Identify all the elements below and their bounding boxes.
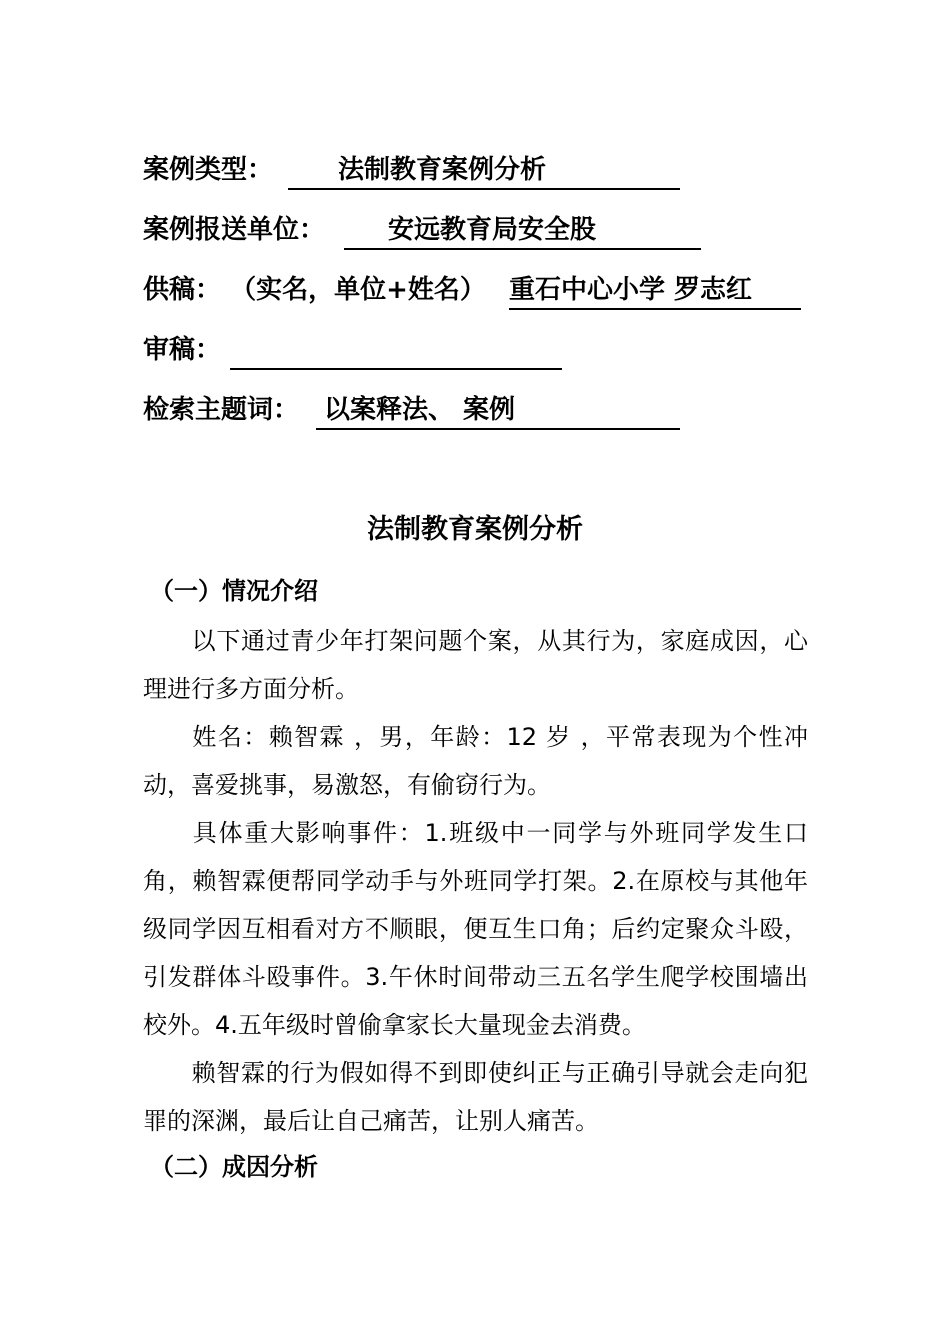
reviewer-underline <box>230 330 562 370</box>
author-underline <box>509 270 801 310</box>
case-type-value: 法制教育案例分析 <box>338 155 547 185</box>
unit-line <box>143 210 597 250</box>
document-title: 法制教育案例分析 <box>367 514 583 545</box>
paragraph-text: 赖智霖的行为假如得不到即使纠正与正确引导就会走向犯罪的深渊，最后让自己痛苦，让别人痛苦。 <box>143 1059 808 1135</box>
paragraph-profile <box>143 713 808 809</box>
keywords-underline <box>316 390 680 430</box>
paragraph-text: 姓名：赖智霖 ，男，年龄：12 岁 ，平常表现为个性冲动，喜爱挑事，易激怒，有偷窃行为。 <box>143 723 808 799</box>
paragraph-events <box>143 809 808 1049</box>
paragraph-text: 以下通过青少年打架问题个案，从其行为，家庭成因，心理进行多方面分析。 <box>143 627 808 703</box>
paragraph-text: 具体重大影响事件：1.班级中一同学与外班同学发生口角，赖智霖便帮同学动手与外班同学打架。2.在原校与其他年级同学因互相看对方不顺眼，便互生口角；后约定聚众斗殴，引发群体斗殴事件。3.午休时间带动三五名学生爬学校围墙出校外。4.五年级时曾偷拿家长大量现金去消费。 <box>143 819 808 1039</box>
paragraph-conclusion <box>143 1049 808 1145</box>
unit-underline <box>344 210 701 250</box>
case-type-line <box>143 150 547 190</box>
author-value: 重石中心小学 罗志红 <box>509 275 753 305</box>
section-heading-causes: （二）成因分析 <box>150 1153 318 1181</box>
case-type-underline <box>288 150 680 190</box>
keywords-value: 以案释法、 案例 <box>324 395 516 425</box>
unit-label: 案例报送单位： <box>143 215 326 245</box>
case-type-label: 案例类型： <box>143 155 274 185</box>
author-label: 供稿： <box>143 275 222 305</box>
author-note: （实名，单位+姓名） <box>230 275 486 305</box>
section-heading-intro: （一）情况介绍 <box>150 577 318 605</box>
keywords-label: 检索主题词： <box>143 395 300 425</box>
author-line <box>143 270 753 310</box>
reviewer-label: 审稿： <box>143 335 222 365</box>
keywords-line <box>143 390 516 430</box>
paragraph-intro <box>143 617 808 713</box>
unit-value: 安远教育局安全股 <box>388 215 597 245</box>
reviewer-line <box>143 330 221 370</box>
